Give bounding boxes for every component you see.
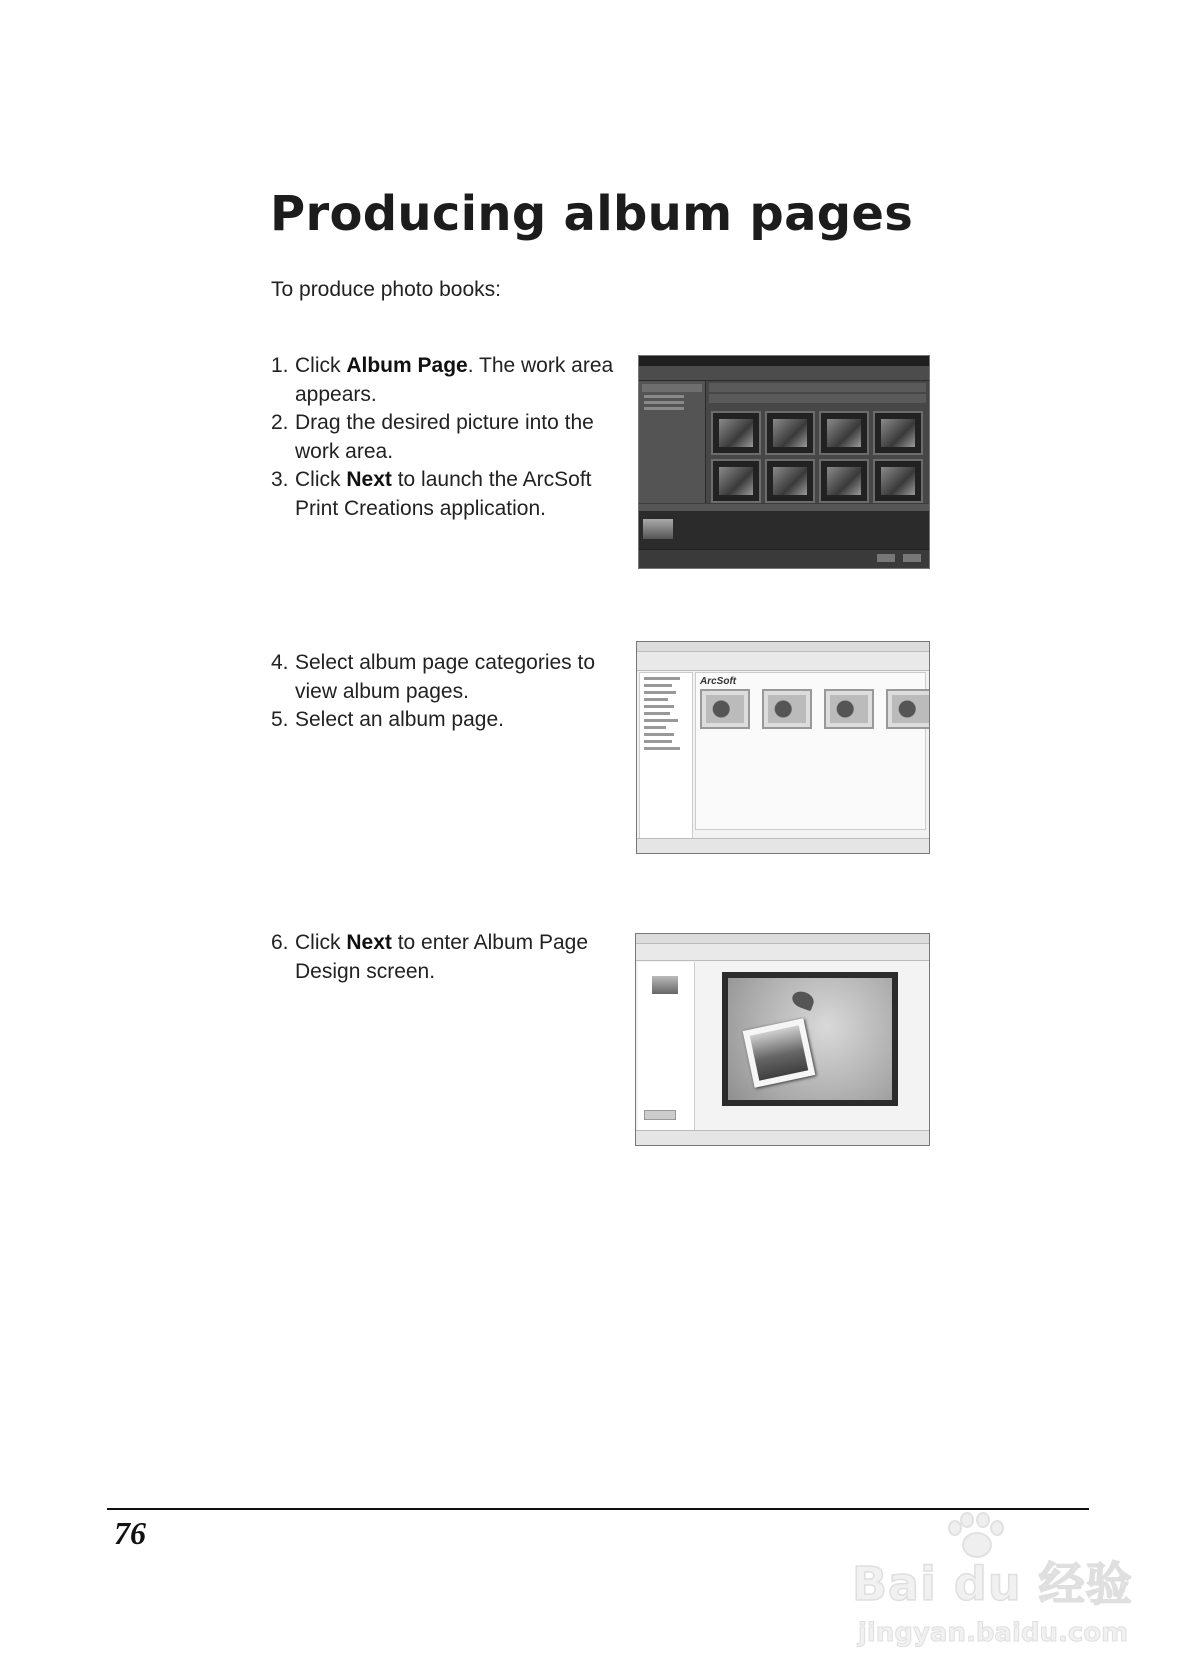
thumbnail-area bbox=[706, 381, 929, 503]
page-title: Producing album pages bbox=[270, 186, 914, 242]
step-3: 3. Click Next to launch the ArcSoft Print Creations application. bbox=[271, 468, 592, 520]
library-sidebar bbox=[639, 381, 706, 503]
photo-thumbnail bbox=[711, 411, 761, 455]
auto-fill-button bbox=[644, 1110, 676, 1120]
baidu-watermark bbox=[852, 1510, 1132, 1670]
album-page-card bbox=[824, 689, 874, 729]
window-titlebar bbox=[637, 642, 929, 652]
album-page-gallery bbox=[695, 672, 926, 830]
photo-thumbnail bbox=[711, 459, 761, 503]
bottom-bar bbox=[639, 549, 929, 568]
album-page-tray bbox=[639, 504, 929, 549]
step-number: 6. bbox=[271, 931, 289, 954]
photo-thumbnail bbox=[873, 411, 923, 455]
step-6: 6. Click Next to enter Album Page Design screen. bbox=[271, 931, 589, 983]
photo-panel bbox=[638, 962, 695, 1130]
bottom-bar bbox=[637, 838, 929, 853]
bold-term: Next bbox=[346, 468, 392, 491]
album-page-canvas bbox=[722, 972, 898, 1106]
step-4: 4. Select album page categories to view album pages. bbox=[271, 651, 596, 703]
cancel-button bbox=[903, 554, 921, 562]
step-number: 4. bbox=[271, 651, 289, 674]
photo-thumbnail bbox=[873, 459, 923, 503]
step-number: 2. bbox=[271, 411, 289, 434]
step-2: 2. Drag the desired picture into the work area. bbox=[271, 411, 594, 463]
steps-list-1 bbox=[271, 352, 616, 523]
watermark-url: jingyan.baidu.com bbox=[858, 1618, 1129, 1648]
dropped-photo bbox=[643, 519, 673, 539]
screenshot-select-album-page bbox=[636, 641, 930, 854]
step-number: 3. bbox=[271, 468, 289, 491]
thumbnail-grid bbox=[711, 411, 923, 503]
photo-thumbnail bbox=[765, 459, 815, 503]
album-page-card bbox=[886, 689, 930, 729]
watermark-brand: Bai du 经验 bbox=[852, 1557, 1133, 1611]
bold-term: Next bbox=[346, 931, 392, 954]
screenshot-media-library bbox=[638, 355, 930, 569]
header-bar bbox=[636, 944, 929, 961]
step-number: 1. bbox=[271, 354, 289, 377]
photo-thumbnail bbox=[652, 976, 678, 994]
header-bar bbox=[637, 652, 929, 671]
photo-thumbnail bbox=[819, 411, 869, 455]
bold-term: Album Page bbox=[346, 354, 468, 377]
photo-thumbnail bbox=[765, 411, 815, 455]
steps-list-3 bbox=[271, 929, 616, 986]
steps-list-2 bbox=[271, 649, 616, 735]
next-button bbox=[877, 554, 895, 562]
step-1: 1. Click Album Page. The work area appears. bbox=[271, 354, 614, 406]
page-number: 76 bbox=[114, 1515, 146, 1551]
step-5: 5. Select an album page. bbox=[271, 706, 616, 735]
intro-text: To produce photo books: bbox=[271, 278, 501, 301]
category-tree bbox=[639, 672, 693, 840]
arcsoft-logo: ArcSoft bbox=[700, 676, 737, 687]
bottom-bar bbox=[636, 1130, 929, 1145]
window-titlebar bbox=[636, 934, 929, 944]
window-titlebar bbox=[639, 356, 929, 366]
album-page-card bbox=[762, 689, 812, 729]
photo-thumbnail bbox=[819, 459, 869, 503]
album-page-card bbox=[700, 689, 750, 729]
screenshot-album-page-design bbox=[635, 933, 930, 1146]
step-number: 5. bbox=[271, 708, 289, 731]
toolbar bbox=[639, 366, 929, 381]
